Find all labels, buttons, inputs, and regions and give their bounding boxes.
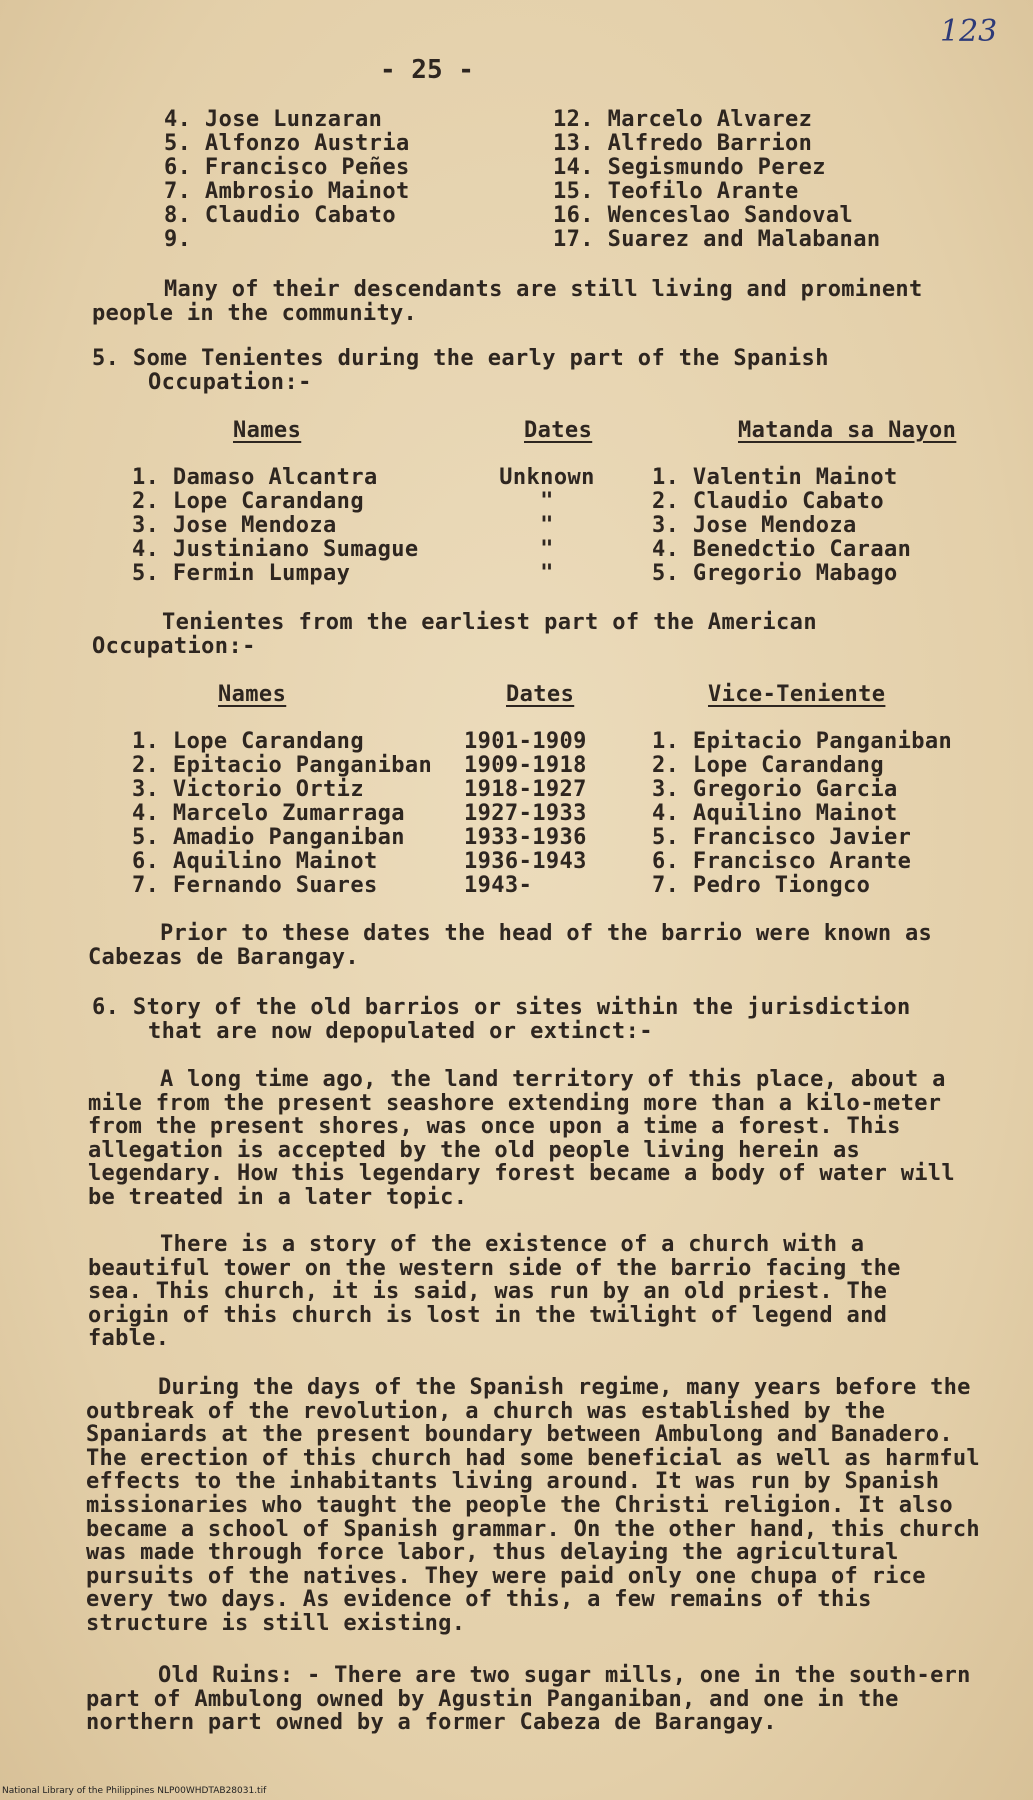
handwritten-folio-number: 123: [940, 14, 998, 49]
page-number: - 25 -: [380, 55, 474, 85]
paragraph-church-legend: There is a story of the existence of a church with a beautiful tower on the western side of the barrio facing the sea. This church, it is said, was run by an old priest. The origin of this church is lost in the twilight of legend and fable.: [88, 1232, 915, 1352]
american-heading-cont: Occupation:-: [92, 634, 256, 659]
list-item: 14. Segismundo Perez: [553, 155, 826, 180]
table-row: 7. Fernando Suares: [132, 873, 378, 898]
list-item: 17. Suarez and Malabanan: [553, 227, 881, 252]
paragraph-forest: A long time ago, the land territory of this place, about a mile from the present seashore extending more than a kilo-meter from the present shores, was once upon a time a forest. This allegation is accepted by the old people living herein as legendary. How this legendary forest became a body of water will be treated in a later topic.: [88, 1067, 969, 1210]
table-row: 5. Gregorio Mabago: [652, 561, 898, 586]
american-tenientes-dates: [464, 729, 587, 897]
table-row: 1. Valentin Mainot: [652, 465, 898, 490]
table-row: 3. Jose Mendoza: [132, 513, 337, 538]
table-row: 4. Marcelo Zumarraga: [132, 801, 405, 826]
table-row: 6. Francisco Arante: [652, 849, 912, 874]
list-item: 13. Alfredo Barrion: [553, 131, 813, 156]
table-cell: ": [540, 561, 554, 586]
table-row: 3. Gregorio Garcia: [652, 777, 898, 802]
descendants-paragraph: Many of their descendants are still living and prominent people in the community.: [92, 277, 937, 326]
table-row: 1. Lope Carandang: [132, 729, 364, 754]
table-cell: ": [540, 537, 554, 562]
american-vice-tenientes: [652, 729, 952, 897]
col-header-names-american: Names: [218, 682, 287, 707]
american-heading: Tenientes from the earliest part of the American: [162, 610, 817, 635]
table-cell: 1936-1943: [464, 849, 587, 874]
table-cell: 1901-1909: [464, 729, 587, 754]
section5-heading: 5. Some Tenientes during the early part of the Spanish: [92, 346, 829, 371]
founders-right-column: [553, 107, 880, 251]
table-cell: Unknown: [499, 465, 595, 490]
table-row: 2. Claudio Cabato: [652, 489, 884, 514]
table-cell: ": [540, 513, 554, 538]
section5-heading-cont: Occupation:-: [148, 370, 312, 395]
table-row: 4. Aquilino Mainot: [652, 801, 898, 826]
spanish-tenientes-dates: [494, 465, 600, 585]
table-cell: ": [540, 489, 554, 514]
american-tenientes-names: [132, 729, 432, 897]
col-header-dates: Dates: [524, 418, 593, 443]
list-item: 15. Teofilo Arante: [553, 179, 799, 204]
archive-footer: National Library of the Philippines NLP00WHDTAB28031.tif: [2, 1786, 267, 1796]
col-header-names: Names: [233, 418, 302, 443]
list-item: 4. Jose Lunzaran: [164, 107, 383, 132]
table-row: 2. Epitacio Panganiban: [132, 753, 433, 778]
table-cell: 1918-1927: [464, 777, 587, 802]
col-header-elders: Matanda sa Nayon: [738, 418, 957, 443]
table-row: 1. Damaso Alcantra: [132, 465, 378, 490]
list-item: 7. Ambrosio Mainot: [164, 179, 410, 204]
table-row: 6. Aquilino Mainot: [132, 849, 378, 874]
founders-left-column: [164, 107, 410, 251]
table-row: 1. Epitacio Panganiban: [652, 729, 953, 754]
list-item: 6. Francisco Peñes: [164, 155, 410, 180]
table-row: 5. Amadio Panganiban: [132, 825, 405, 850]
table-row: 7. Pedro Tiongco: [652, 873, 871, 898]
table-row: 2. Lope Carandang: [652, 753, 884, 778]
table-cell: 1943-: [464, 873, 533, 898]
list-item: 9.: [164, 227, 192, 252]
table-cell: 1933-1936: [464, 825, 587, 850]
table-row: 5. Francisco Javier: [652, 825, 912, 850]
table-cell: 1927-1933: [464, 801, 587, 826]
table-row: 3. Victorio Ortiz: [132, 777, 364, 802]
section6-heading: 6. Story of the old barrios or sites within the jurisdiction: [92, 995, 911, 1020]
col-header-dates-american: Dates: [506, 682, 575, 707]
spanish-elders: [652, 465, 911, 585]
paragraph-old-ruins: Old Ruins: - There are two sugar mills, one in the south-ern part of Ambulong owned by Agustin Panganiban, and one in the northern part owned by a former Cabeza de Barangay.: [86, 1663, 985, 1736]
section6-heading-cont: that are now depopulated or extinct:-: [148, 1019, 653, 1044]
list-item: 5. Alfonzo Austria: [164, 131, 410, 156]
table-row: 4. Justiniano Sumague: [132, 537, 419, 562]
table-row: 3. Jose Mendoza: [652, 513, 857, 538]
list-item: 8. Claudio Cabato: [164, 203, 396, 228]
table-row: 2. Lope Carandang: [132, 489, 364, 514]
list-item: 12. Marcelo Alvarez: [553, 107, 813, 132]
table-cell: 1909-1918: [464, 753, 587, 778]
table-row: 4. Benedctio Caraan: [652, 537, 912, 562]
spanish-tenientes-names: [132, 465, 419, 585]
table-row: 5. Fermin Lumpay: [132, 561, 351, 586]
col-header-vice: Vice-Teniente: [708, 682, 886, 707]
paragraph-spanish-church: During the days of the Spanish regime, many years before the outbreak of the revolution, a church was established by the Spaniards at the present boundary between Ambulong and Banadero. The erection of this church had some beneficial as well as harmful effects to the inhabitants living around. It was run by Spanish missionaries who taught the people the Christi religion. It also became a school of Spanish grammar. On the other hand, this church was made through force labor, thus delaying the agricultural pursuits of the natives. They were paid only one chupa of rice every two days. As evidence of this, a few remains of this structure is still existing.: [86, 1375, 994, 1636]
prior-paragraph: Prior to these dates the head of the barrio were known as Cabezas de Barangay.: [88, 921, 946, 970]
list-item: 16. Wenceslao Sandoval: [553, 203, 854, 228]
